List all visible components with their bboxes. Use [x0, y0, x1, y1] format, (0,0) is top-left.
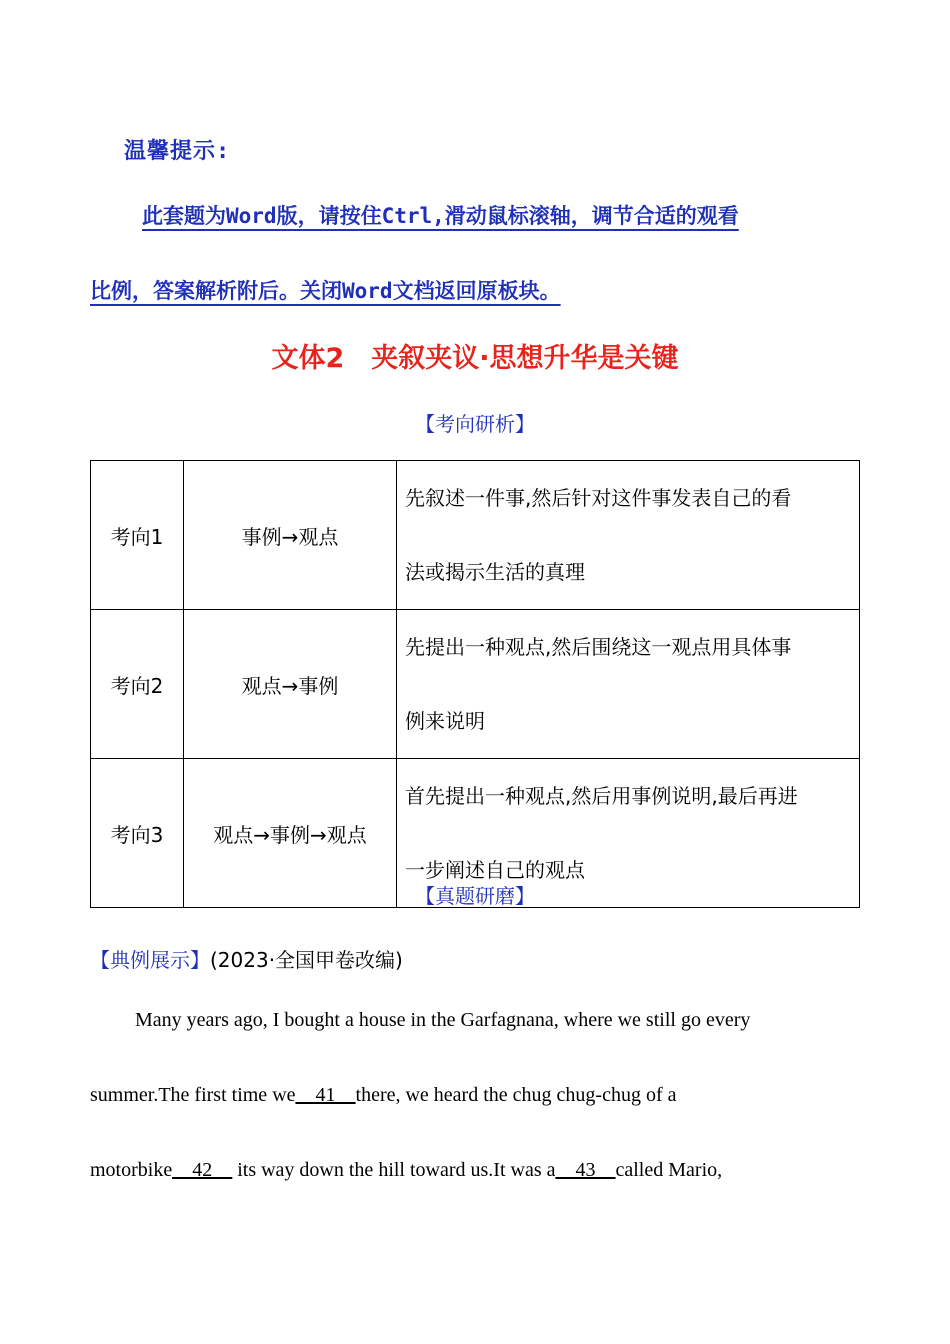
description-line: 法或揭示生活的真理: [405, 560, 585, 584]
example-label: 【典例展示】: [90, 948, 210, 972]
description-line: 先提出一种观点,然后围绕这一观点用具体事: [405, 635, 792, 659]
table-row: [91, 610, 860, 759]
row-description: [397, 461, 860, 610]
example-heading: [90, 944, 403, 973]
description-line: 首先提出一种观点,然后用事例说明,最后再进: [405, 784, 798, 808]
passage-line-1: Many years ago, I bought a house in the Garfagnana, where we still go every: [135, 1009, 751, 1031]
tip-title: 温馨提示:: [124, 139, 231, 164]
passage-text: its way down the hill toward us.It was a: [232, 1159, 556, 1181]
example-source: (2023·全国甲卷改编): [210, 948, 403, 972]
blank-43: __43__: [555, 1159, 616, 1181]
passage-text: motorbike: [90, 1159, 173, 1181]
row-description: [397, 610, 860, 759]
passage-text: there, we heard the chug chug-chug of a: [355, 1084, 677, 1106]
description-line: 例来说明: [405, 709, 485, 733]
tip-line-1[interactable]: 此套题为Word版，请按住Ctrl,滑动鼠标滚轴，调节合适的观看: [142, 204, 739, 228]
analysis-table: [90, 460, 860, 908]
tip-line-2[interactable]: 比例，答案解析附后。关闭Word文档返回原板块。: [90, 279, 561, 303]
section-heading-practice: 【真题研磨】: [415, 884, 535, 908]
description-line: 先叙述一件事,然后针对这件事发表自己的看: [405, 486, 792, 510]
row-label: 考向2: [91, 610, 184, 759]
row-label: 考向3: [91, 759, 184, 908]
row-label: 考向1: [91, 461, 184, 610]
row-pattern: 观点→事例: [184, 610, 397, 759]
blank-41: __41__: [295, 1084, 356, 1106]
section-heading-analysis: 【考向研析】: [415, 412, 535, 436]
passage-text: called Mario,: [615, 1159, 723, 1181]
row-pattern: 事例→观点: [184, 461, 397, 610]
blank-42: __42__: [172, 1159, 233, 1181]
passage-text: summer.The first time we: [90, 1084, 296, 1106]
page-title: 文体2 夹叙夹议·思想升华是关键: [271, 343, 679, 374]
passage-line-3: [90, 1159, 860, 1182]
row-pattern: 观点→事例→观点: [184, 759, 397, 908]
description-line: 一步阐述自己的观点: [405, 858, 585, 882]
passage-line-2: [90, 1084, 860, 1107]
table-row: [91, 461, 860, 610]
